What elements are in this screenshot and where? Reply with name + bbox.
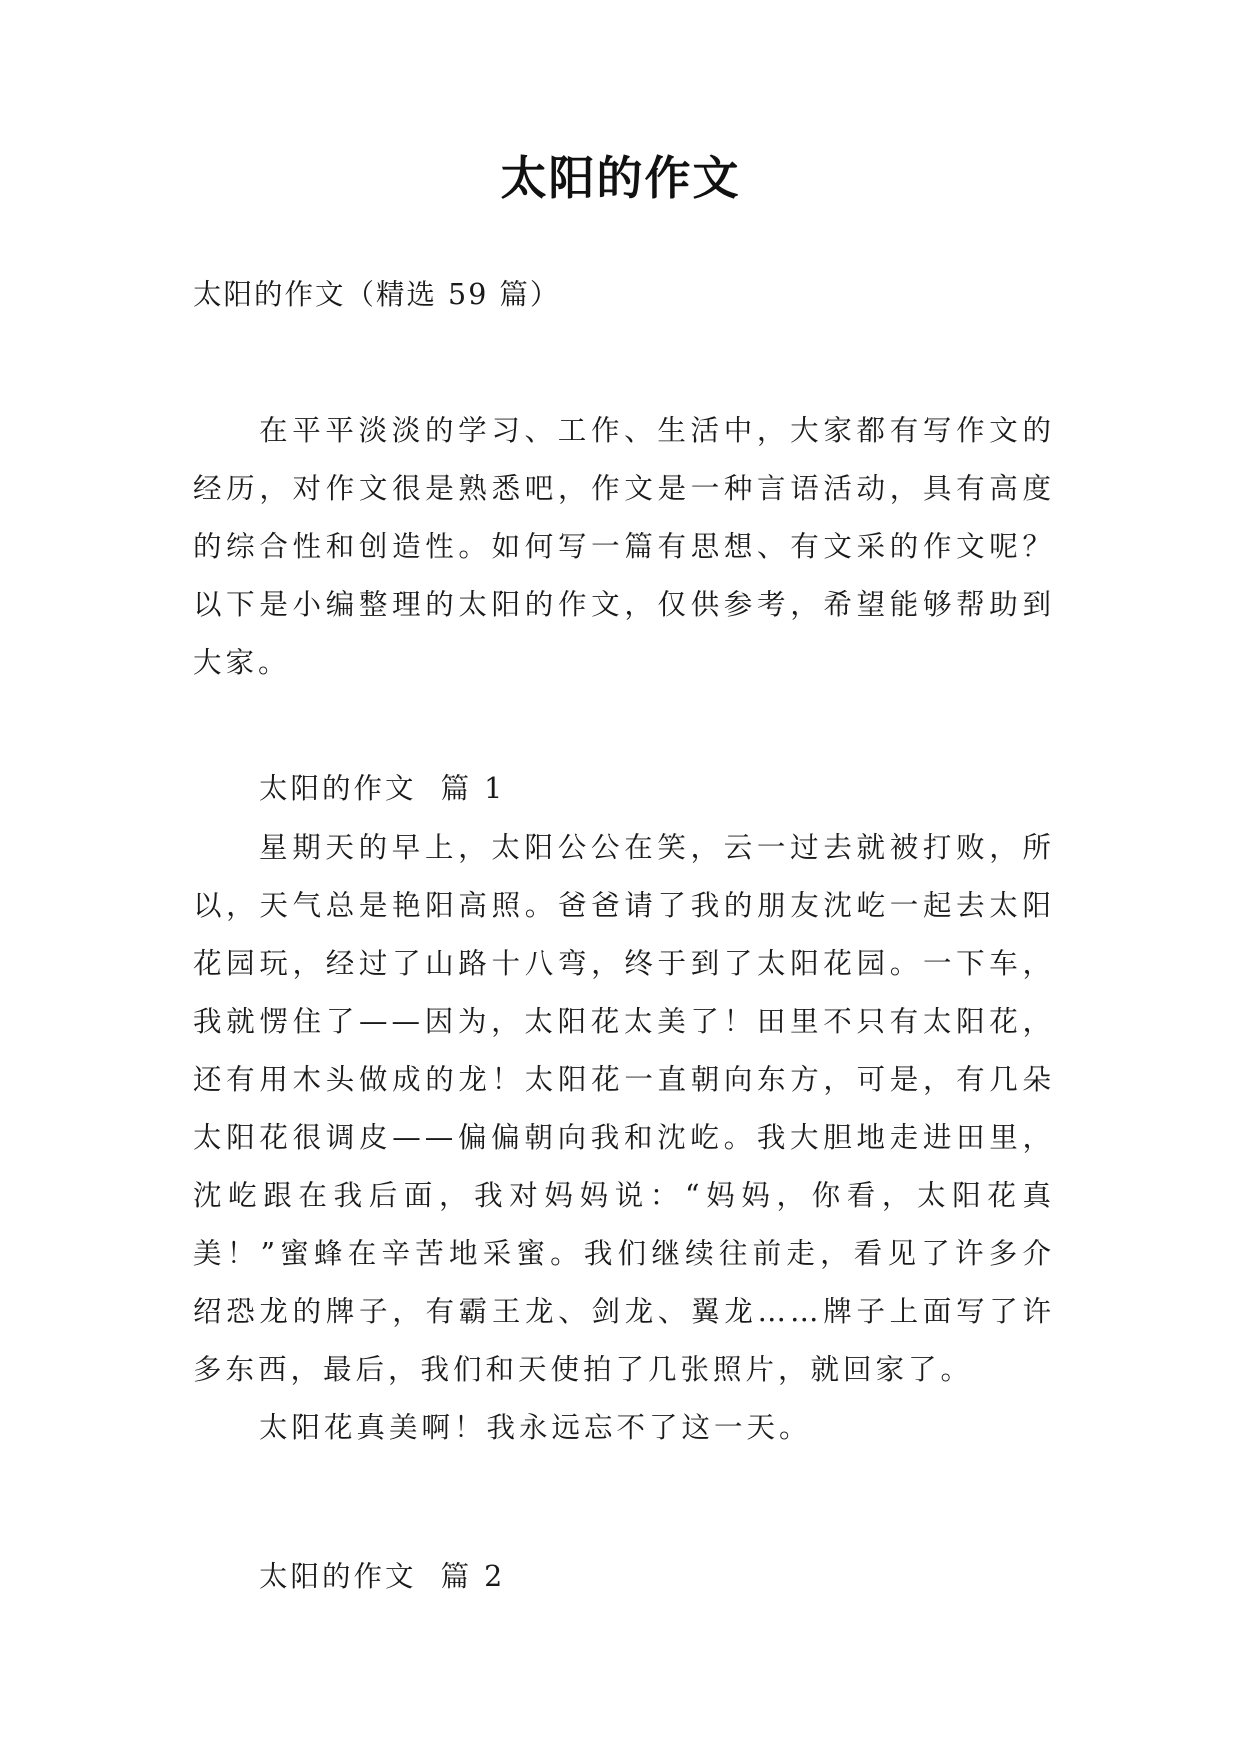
essay-1-body bbox=[193, 819, 1055, 1444]
document-subtitle: 太阳的作文（精选 59 篇） bbox=[193, 278, 561, 311]
essay-1-paragraph-1: 星期天的早上，太阳公公在笑，云一过去就被打败，所以，天气总是艳阳高照。爸爸请了我的朋友沈屹一起去太阳花园玩，经过了山路十八弯，终于到了太阳花园。一下车，我就愣住了——因为，太阳花太美了！田里不只有太阳花，还有用木头做成的龙！太阳花一直朝向东方，可是，有几朵太阳花很调皮——偏偏朝向我和沈屹。我大胆地走进田里，沈屹跟在我后面，我对妈妈说：“妈妈，你看，太阳花真美！”蜜蜂在辛苦地采蜜。我们继续往前走，看见了许多介绍恐龙的牌子，有霸王龙、剑龙、翼龙……牌子上面写了许多东西，最后，我们和天使拍了几张照片，就回家了。 bbox=[193, 831, 1055, 1386]
essay-2-heading: 太阳的作文 篇 2 bbox=[259, 1560, 506, 1593]
intro-paragraph: 在平平淡淡的学习、工作、生活中，大家都有写作文的经历，对作文很是熟悉吧，作文是一种言语活动，具有高度的综合性和创造性。如何写一篇有思想、有文采的作文呢？以下是小编整理的太阳的作文，仅供参考，希望能够帮助到大家。 bbox=[193, 414, 1055, 679]
document-title: 太阳的作文 bbox=[500, 151, 741, 205]
essay-1-paragraph-2: 太阳花真美啊！我永远忘不了这一天。 bbox=[259, 1411, 812, 1444]
essay-1-heading: 太阳的作文 篇 1 bbox=[259, 772, 506, 805]
